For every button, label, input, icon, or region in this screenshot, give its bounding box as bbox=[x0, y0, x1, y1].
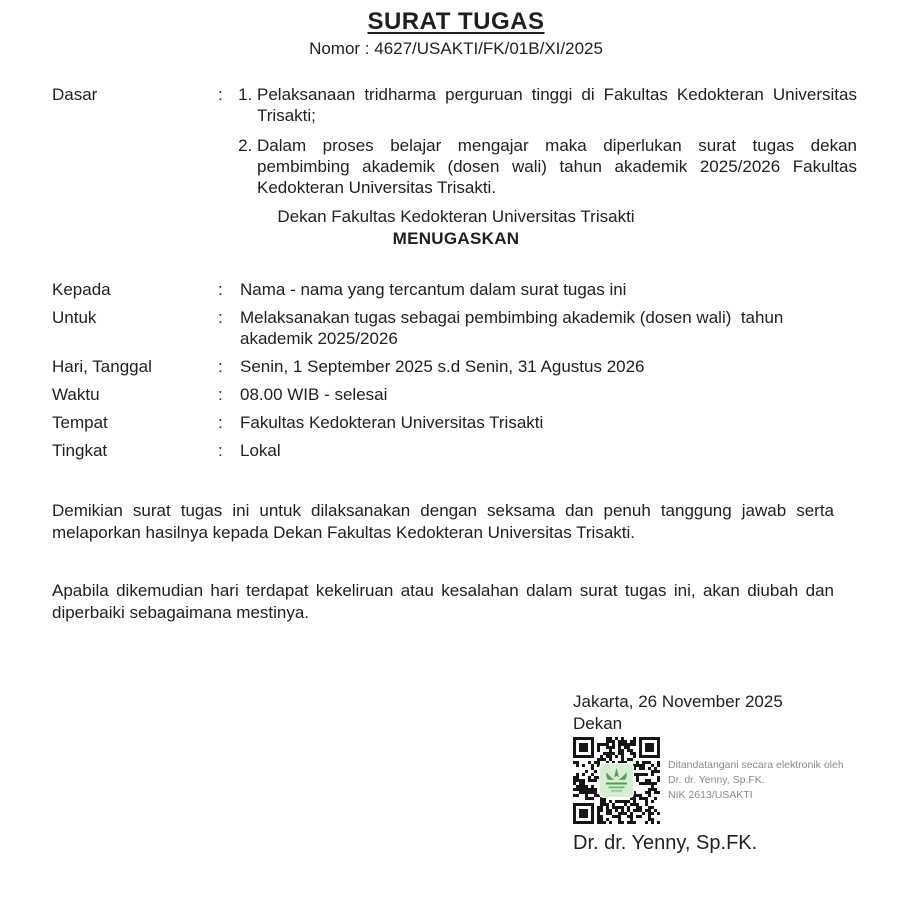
detail-row-kepada bbox=[52, 279, 860, 300]
detail-value: Nama - nama yang tercantum dalam surat tugas ini bbox=[240, 280, 627, 299]
detail-label: Tingkat bbox=[52, 441, 108, 460]
detail-row-untuk bbox=[52, 307, 860, 349]
signature-block bbox=[573, 691, 844, 854]
dasar-label: Dasar bbox=[52, 85, 98, 104]
detail-colon: : bbox=[218, 441, 223, 460]
signature-name: Dr. dr. Yenny, Sp.FK. bbox=[573, 832, 758, 854]
esign-note-line: Ditandatangani secara elektronik oleh bbox=[668, 759, 844, 771]
directive-word: MENUGASKAN bbox=[392, 229, 520, 248]
closing-paragraph-1: Demikian surat tugas ini untuk dilaksanakan dengan seksama dan penuh tanggung jawab serta melaporkan hasilnya kepada Dekan Fakultas Kedokteran Universitas Trisakti. bbox=[52, 501, 834, 542]
detail-value: Fakultas Kedokteran Universitas Trisakti bbox=[240, 413, 544, 432]
detail-colon: : bbox=[218, 385, 223, 404]
detail-row-hari-tanggal bbox=[52, 356, 860, 377]
detail-row-tingkat bbox=[52, 440, 860, 461]
dasar-item: 2. Dalam proses belajar mengajar maka diperlukan surat tugas dekan pembimbing akademik (dosen wali) tahun akademik 2025/2026 Fakultas Kedokteran Universitas Trisakti. bbox=[257, 135, 857, 198]
closing-paragraph-2: Apabila dikemudian hari terdapat kekeliruan atau kesalahan dalam surat tugas ini, akan diubah dan diperbaiki sebagaimana mestinya. bbox=[52, 581, 834, 622]
detail-row-waktu bbox=[52, 384, 860, 405]
detail-label: Waktu bbox=[52, 385, 100, 404]
detail-label: Hari, Tanggal bbox=[52, 357, 152, 376]
dasar-item: 1. Pelaksanaan tridharma perguruan tinggi di Fakultas Kedokteran Universitas Trisakti; bbox=[257, 84, 857, 126]
signature-place-date: Jakarta, 26 November 2025 bbox=[573, 692, 783, 711]
detail-label: Kepada bbox=[52, 280, 111, 299]
esign-note-line: NIK 2613/USAKTI bbox=[668, 789, 753, 801]
qr-code bbox=[573, 737, 660, 824]
detail-colon: : bbox=[218, 308, 223, 327]
letter-number: Nomor : 4627/USAKTI/FK/01B/XI/2025 bbox=[309, 39, 603, 58]
detail-label: Tempat bbox=[52, 413, 108, 432]
assignment-details bbox=[52, 279, 860, 468]
esign-note-line: Dr. dr. Yenny, Sp.FK. bbox=[668, 774, 765, 786]
esign-note bbox=[668, 758, 844, 803]
signature-position: Dekan bbox=[573, 714, 623, 733]
detail-colon: : bbox=[218, 413, 223, 432]
detail-value: Senin, 1 September 2025 s.d Senin, 31 Agustus 2026 bbox=[240, 357, 645, 376]
letter-header bbox=[0, 8, 912, 59]
letter-title: SURAT TUGAS bbox=[367, 8, 545, 35]
dasar-section bbox=[52, 84, 857, 198]
detail-colon: : bbox=[218, 280, 223, 299]
detail-label: Untuk bbox=[52, 308, 97, 327]
dasar-list bbox=[228, 84, 857, 198]
esign-row bbox=[573, 737, 844, 824]
detail-row-tempat bbox=[52, 412, 860, 433]
detail-value: 08.00 WIB - selesai bbox=[240, 385, 388, 404]
detail-value: Melaksanakan tugas sebagai pembimbing akademik (dosen wali) tahun akademik 2025/2026 bbox=[240, 308, 789, 348]
detail-value: Lokal bbox=[240, 441, 281, 460]
detail-colon: : bbox=[218, 357, 223, 376]
issuer-line: Dekan Fakultas Kedokteran Universitas Trisakti bbox=[277, 207, 635, 226]
dasar-colon: : bbox=[218, 85, 223, 104]
issuer-block bbox=[0, 206, 912, 250]
trisakti-logo-icon bbox=[599, 763, 634, 798]
